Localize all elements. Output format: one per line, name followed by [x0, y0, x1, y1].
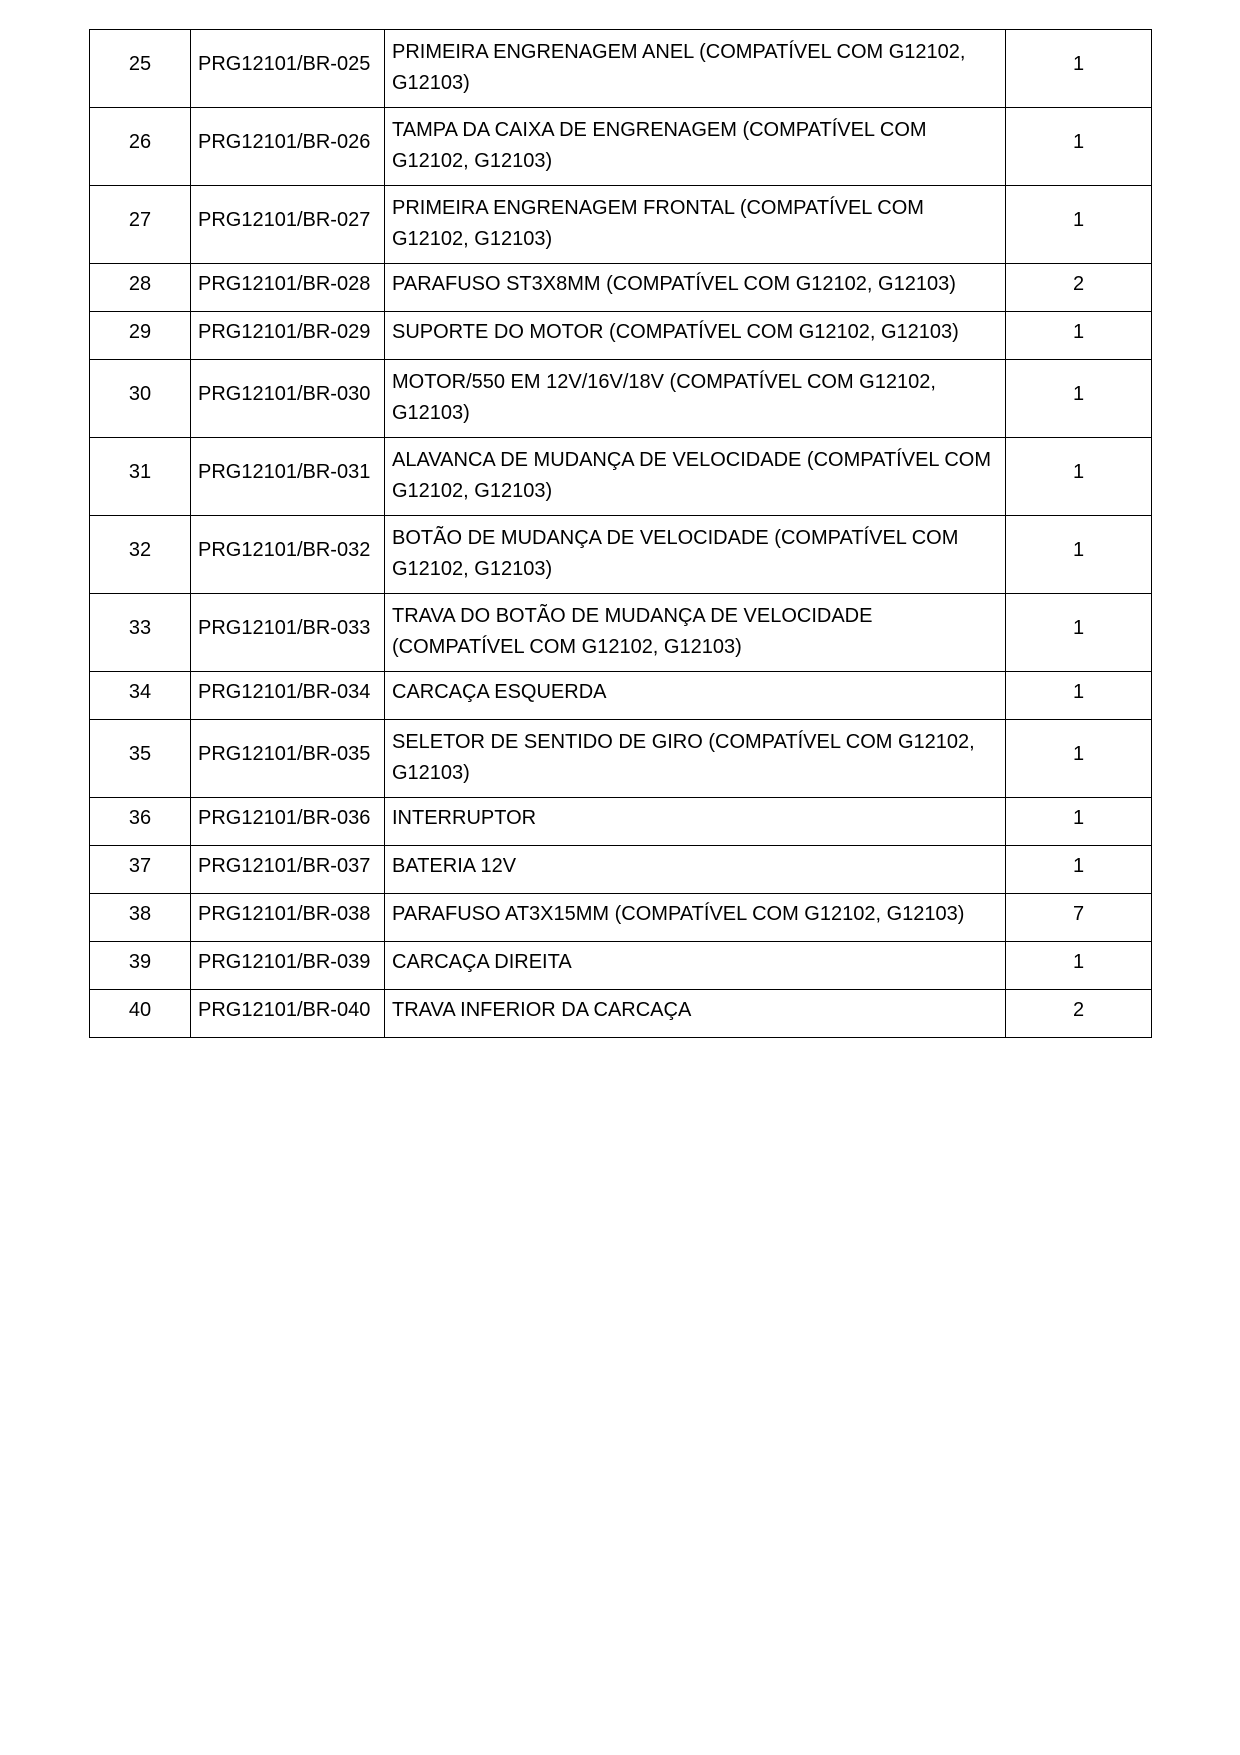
part-code: PRG12101/BR-025 — [191, 30, 385, 108]
part-description: TAMPA DA CAIXA DE ENGRENAGEM (COMPATÍVEL COM G12102, G12103) — [385, 108, 1006, 186]
part-code: PRG12101/BR-037 — [191, 846, 385, 894]
part-code: PRG12101/BR-027 — [191, 186, 385, 264]
table-row — [90, 672, 1152, 720]
part-quantity: 7 — [1006, 894, 1152, 942]
part-quantity: 1 — [1006, 942, 1152, 990]
part-description: MOTOR/550 EM 12V/16V/18V (COMPATÍVEL COM G12102, G12103) — [385, 360, 1006, 438]
part-quantity: 2 — [1006, 264, 1152, 312]
table-row — [90, 894, 1152, 942]
part-quantity: 1 — [1006, 438, 1152, 516]
part-quantity: 1 — [1006, 186, 1152, 264]
part-code: PRG12101/BR-035 — [191, 720, 385, 798]
table-row — [90, 186, 1152, 264]
part-description: SUPORTE DO MOTOR (COMPATÍVEL COM G12102, G12103) — [385, 312, 1006, 360]
item-number: 35 — [90, 720, 191, 798]
part-quantity: 1 — [1006, 312, 1152, 360]
part-code: PRG12101/BR-033 — [191, 594, 385, 672]
part-description: BOTÃO DE MUDANÇA DE VELOCIDADE (COMPATÍVEL COM G12102, G12103) — [385, 516, 1006, 594]
part-quantity: 1 — [1006, 846, 1152, 894]
part-code: PRG12101/BR-030 — [191, 360, 385, 438]
item-number: 28 — [90, 264, 191, 312]
part-code: PRG12101/BR-031 — [191, 438, 385, 516]
part-quantity: 2 — [1006, 990, 1152, 1038]
parts-table — [89, 29, 1152, 1038]
table-row — [90, 942, 1152, 990]
table-row — [90, 720, 1152, 798]
item-number: 25 — [90, 30, 191, 108]
part-code: PRG12101/BR-039 — [191, 942, 385, 990]
table-row — [90, 516, 1152, 594]
part-quantity: 1 — [1006, 108, 1152, 186]
part-quantity: 1 — [1006, 594, 1152, 672]
table-row — [90, 798, 1152, 846]
item-number: 30 — [90, 360, 191, 438]
item-number: 32 — [90, 516, 191, 594]
part-code: PRG12101/BR-038 — [191, 894, 385, 942]
item-number: 34 — [90, 672, 191, 720]
part-code: PRG12101/BR-026 — [191, 108, 385, 186]
item-number: 38 — [90, 894, 191, 942]
table-row — [90, 108, 1152, 186]
item-number: 39 — [90, 942, 191, 990]
part-description: INTERRUPTOR — [385, 798, 1006, 846]
item-number: 40 — [90, 990, 191, 1038]
item-number: 26 — [90, 108, 191, 186]
part-code: PRG12101/BR-028 — [191, 264, 385, 312]
part-description: TRAVA INFERIOR DA CARCAÇA — [385, 990, 1006, 1038]
part-code: PRG12101/BR-032 — [191, 516, 385, 594]
part-quantity: 1 — [1006, 798, 1152, 846]
part-quantity: 1 — [1006, 720, 1152, 798]
part-quantity: 1 — [1006, 516, 1152, 594]
table-row — [90, 30, 1152, 108]
part-code: PRG12101/BR-034 — [191, 672, 385, 720]
part-description: ALAVANCA DE MUDANÇA DE VELOCIDADE (COMPATÍVEL COM G12102, G12103) — [385, 438, 1006, 516]
item-number: 31 — [90, 438, 191, 516]
part-quantity: 1 — [1006, 360, 1152, 438]
part-description: SELETOR DE SENTIDO DE GIRO (COMPATÍVEL COM G12102, G12103) — [385, 720, 1006, 798]
part-description: TRAVA DO BOTÃO DE MUDANÇA DE VELOCIDADE (COMPATÍVEL COM G12102, G12103) — [385, 594, 1006, 672]
part-code: PRG12101/BR-036 — [191, 798, 385, 846]
part-code: PRG12101/BR-040 — [191, 990, 385, 1038]
table-row — [90, 312, 1152, 360]
table-row — [90, 438, 1152, 516]
part-code: PRG12101/BR-029 — [191, 312, 385, 360]
part-description: PRIMEIRA ENGRENAGEM FRONTAL (COMPATÍVEL COM G12102, G12103) — [385, 186, 1006, 264]
item-number: 33 — [90, 594, 191, 672]
item-number: 37 — [90, 846, 191, 894]
table-row — [90, 990, 1152, 1038]
part-description: PARAFUSO ST3X8MM (COMPATÍVEL COM G12102, G12103) — [385, 264, 1006, 312]
table-row — [90, 360, 1152, 438]
part-description: PARAFUSO AT3X15MM (COMPATÍVEL COM G12102, G12103) — [385, 894, 1006, 942]
item-number: 29 — [90, 312, 191, 360]
part-description: CARCAÇA ESQUERDA — [385, 672, 1006, 720]
part-description: PRIMEIRA ENGRENAGEM ANEL (COMPATÍVEL COM G12102, G12103) — [385, 30, 1006, 108]
table-row — [90, 846, 1152, 894]
item-number: 36 — [90, 798, 191, 846]
part-description: CARCAÇA DIREITA — [385, 942, 1006, 990]
table-row — [90, 264, 1152, 312]
item-number: 27 — [90, 186, 191, 264]
table-row — [90, 594, 1152, 672]
part-quantity: 1 — [1006, 30, 1152, 108]
part-description: BATERIA 12V — [385, 846, 1006, 894]
part-quantity: 1 — [1006, 672, 1152, 720]
